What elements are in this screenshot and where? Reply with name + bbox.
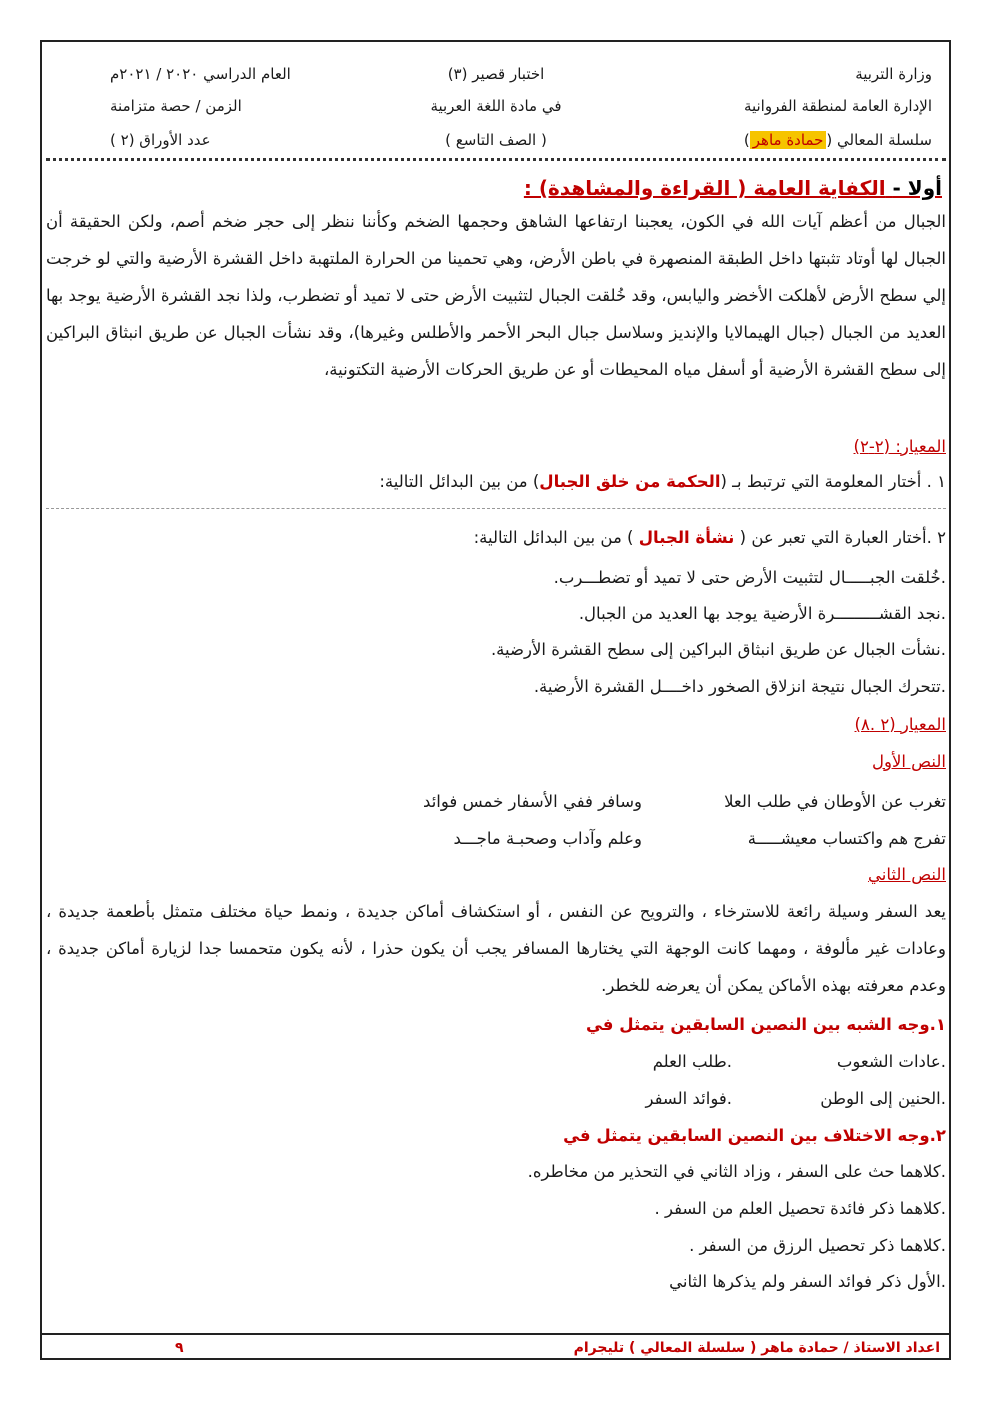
footer-divider (40, 1333, 951, 1335)
question-1: ١ . أختار المعلومة التي ترتبط بـ (الحكمة من خلق الجبال) من بين البدائل التالية: (379, 472, 946, 491)
header-divider (46, 158, 946, 167)
option-item[interactable]: .عادات الشعوب (836, 1052, 946, 1071)
criterion-1: المعيار: (٢-٢) (853, 437, 946, 456)
option-item[interactable]: .كلاهما ذكر تحصيل الرزق من السفر . (689, 1236, 946, 1255)
footer-credit: اعداد الاستاذ / حمادة ماهر ( سلسلة المعالي ) تليجرام (573, 1340, 940, 1356)
option-item[interactable]: .فوائد السفر (645, 1089, 732, 1108)
option-item[interactable]: .طلب العلم (652, 1052, 732, 1071)
section-title (524, 176, 942, 200)
quiz-title: اختبار قصير (٣) (447, 65, 545, 83)
criterion-2: المعيار (٢ .٨) (854, 715, 946, 734)
option-item[interactable]: .نجد القشـــــــــرة الأرضية يوجد بها العديد من الجبال. (578, 604, 946, 623)
verse-1b: وسافر ففي الأسفار خمس فوائد (423, 792, 642, 811)
text2-title: النص الثاني (867, 865, 946, 884)
school-year: العام الدراسي ٢٠٢٠ / ٢٠٢١م (110, 65, 291, 83)
reading-passage: الجبال من أعظم آيات الله في الكون، يعجبنا ارتفاعها الشاهق وحجمها الضخم وكأننا ننظر إلى حجر ضخم أصم، ولكن الحقيقة أن الجبال لها أوتاد تثبتها داخل الطبقة المنصهرة في باطن الأرض، وهي تحمينا من الحرارة الملتهبة داخل القشرة الأرضية والتي لو خرجت إلي سطح الأرض لأهلكت الأخضر واليابس، وقد خُلقت الجبال لتثبيت الأرض حتى لا تميد أو تضطرب، ولذا نجد القشرة الأرضية يوجد بها العديد من الجبال (جبال الهيمالايا والإنديز وسلاسل جبال البحر الأحمر والأطلس وغيرها)، وقد نشأت الجبال عن طريق انبثاق البراكين إلى سطح القشرة الأرضية أو أسفل مياه المحيطات أو عن طريق الحركات الأرضية التكتونية، (46, 212, 946, 379)
verse-2b: وعلم وآداب وصحبـة ماجـــد (453, 829, 642, 848)
q1-keyword: الحكمة من خلق الجبال (539, 472, 721, 491)
option-item[interactable]: .الأول ذكر فوائد السفر ولم يذكرها الثاني (669, 1272, 946, 1291)
ministry: وزارة التربية (855, 65, 932, 83)
option-item[interactable]: .تتحرك الجبال نتيجة انزلاق الصخور داخــــل القشرة الأرضية. (533, 677, 946, 696)
option-item[interactable]: .الحنين إلى الوطن (820, 1089, 946, 1108)
option-item[interactable]: .كلاهما حث على السفر ، وزاد الثاني في التحذير من مخاطره. (527, 1162, 946, 1181)
directorate: الإدارة العامة لمنطقة الفروانية (743, 97, 932, 115)
verse-2a: تفرج هم واكتساب معيشـــــة (747, 829, 946, 848)
question-2: ٢ .أختار العبارة التي تعبر عن ( نشأة الجبال ) من بين البدائل التالية: (473, 528, 946, 547)
section-prefix: أولا - (892, 176, 942, 200)
q2-keyword: نشأة الجبال (638, 528, 735, 547)
text1-title: النص الأول (871, 752, 946, 771)
question-similarity: ١.وجه الشبه بين النصين السابقين يتمثل في (585, 1015, 946, 1034)
verse-1a: تغرب عن الأوطان في طلب العلا (724, 792, 946, 811)
series-prefix: سلسلة المعالي (837, 131, 932, 149)
page-number: ٩ (175, 1340, 184, 1356)
exam-time: الزمن / حصة متزامنة (110, 97, 242, 115)
author-highlight: حمادة ماهر (750, 131, 827, 149)
subject: في مادة اللغة العربية (430, 97, 562, 115)
series-line: سلسلة المعالي (حمادة ماهر) (743, 131, 932, 149)
text2-passage: يعد السفر وسيلة رائعة للاسترخاء ، والترويح عن النفس ، أو استكشاف أماكن جديدة ، ونمط حياة مختلف متمثل بأطعمة جديدة ، وعادات غير مألوفة ، ومهما كانت الوجهة التي يختارها المسافر يجب أن يكون حذرا ، لأنه يكون متحمسا جدا لزيارة أماكن جديدة ، وعدم معرفته بهذه الأماكن يمكن أن يعرضه للخطر. (46, 902, 946, 995)
page-count: عدد الأوراق (٢ ) (110, 131, 211, 149)
answer-line (46, 508, 946, 509)
question-difference: ٢.وجه الاختلاف بين النصين السابقين يتمثل في (563, 1126, 946, 1145)
option-item[interactable]: .نشأت الجبال عن طريق انبثاق البراكين إلى سطح القشرة الأرضية. (490, 640, 946, 659)
option-item[interactable]: .كلاهما ذكر فائدة تحصيل العلم من السفر . (654, 1199, 946, 1218)
section-title-text: الكفاية العامة ( القراءة والمشاهدة) : (523, 176, 886, 200)
option-item[interactable]: .خُلقت الجبـــــال لتثبيت الأرض حتى لا تميد أو تضطـــرب. (553, 568, 946, 587)
grade: ( الصف التاسع ) (445, 131, 547, 149)
